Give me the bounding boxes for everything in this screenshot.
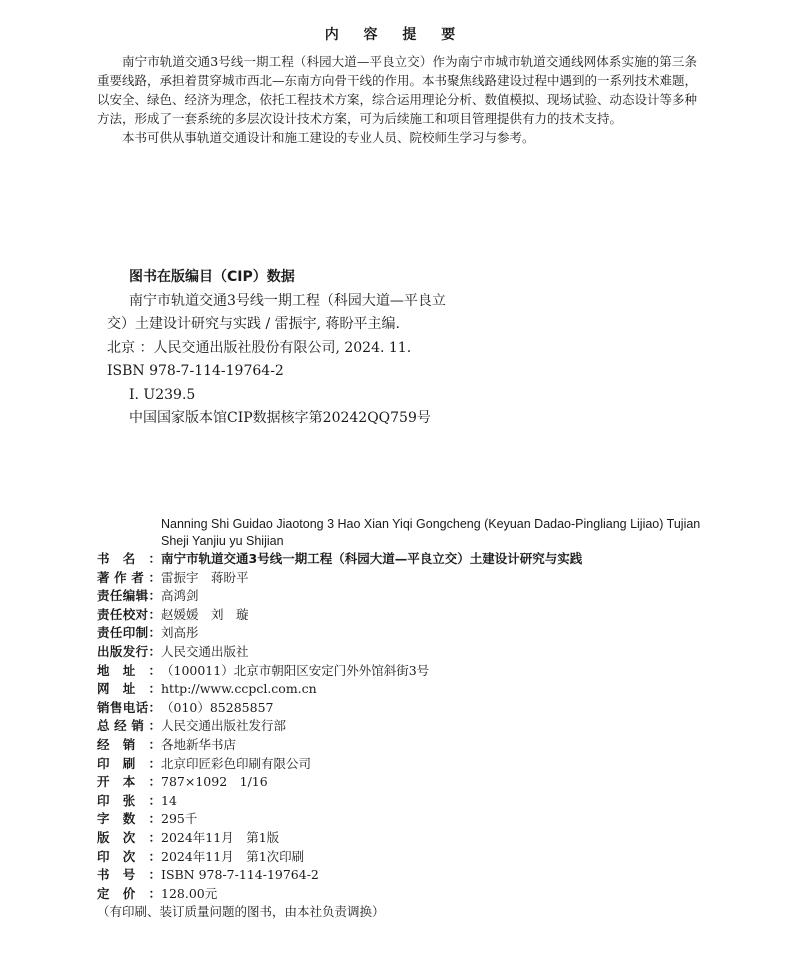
info-value: 北京印匠彩色印刷有限公司 xyxy=(161,755,312,771)
info-value: 高鸿剑 xyxy=(161,588,199,604)
info-row xyxy=(97,866,717,885)
info-value: 128.00元 xyxy=(161,885,218,901)
cip-record-number: 中国国家版本馆CIP数据核字第20242QQ759号 xyxy=(129,410,431,426)
cip-line: ISBN 978-7-114-19764-2 xyxy=(107,363,284,379)
info-value: 295千 xyxy=(161,811,198,827)
info-row xyxy=(97,773,717,792)
info-value: 787×1092 1/16 xyxy=(161,774,268,790)
info-label: 开 本 ： xyxy=(97,774,161,790)
info-label: 印 张 ： xyxy=(97,792,161,808)
info-value: 2024年11月 第1版 xyxy=(161,829,280,845)
cip-line: 南宁市轨道交通3号线一期工程（科园大道—平良立 xyxy=(129,292,446,309)
info-label: 印 刷 ： xyxy=(97,755,161,771)
info-label: 销 售 电 话 ： xyxy=(97,699,161,715)
info-row xyxy=(97,810,717,829)
info-value: 雷振宇 蒋盼平 xyxy=(161,569,249,585)
info-value: 各地新华书店 xyxy=(161,736,237,752)
info-row xyxy=(97,792,717,811)
summary-paragraph: 南宁市轨道交通3号线一期工程（科园大道—平良立交）作为南宁市城市轨道交通线网体系实施的第三条重要线路，承担着贯穿城市西北—东南方向骨干线的作用。本书聚焦线路建设过程中遇到的一系列技术难题，以安全、绿色、经济为理念，依托工程技术方案，综合运用理论分析、数值模拟、现场试验、动态设计等多种方法，形成了一套系统的多层次设计技术方案，可为后续施工和项目管理提供有力的技术支持。 xyxy=(97,54,698,126)
info-label: 书 号 ： xyxy=(97,867,161,883)
info-label: 出 版 发 行 ： xyxy=(97,643,161,659)
pinyin-title: Nanning Shi Guidao Jiaotong 3 Hao Xian Yiqi Gongcheng (Keyuan Dadao-Pingliang Lijiao) Tujian Sheji Yanjiu yu Shijian xyxy=(161,517,701,548)
info-value: 14 xyxy=(161,792,177,808)
info-value: （010）85285857 xyxy=(161,699,274,715)
info-row xyxy=(97,624,717,643)
info-label: 责 任 印 制 ： xyxy=(97,625,161,641)
summary-title: 内 容 提 要 xyxy=(324,27,466,43)
info-label: 责 任 校 对 ： xyxy=(97,606,161,622)
info-value: 人民交通出版社 xyxy=(161,643,249,659)
info-label: 总 经 销 ： xyxy=(97,718,161,734)
info-row xyxy=(97,643,717,662)
info-label: 印 次 ： xyxy=(97,848,161,864)
info-label: 字 数 ： xyxy=(97,811,161,827)
info-row xyxy=(97,717,717,736)
info-row xyxy=(97,699,717,718)
info-value: （100011）北京市朝阳区安定门外外馆斜街3号 xyxy=(161,662,430,678)
copyright-info xyxy=(97,550,717,922)
info-row xyxy=(97,587,717,606)
info-label: 经 销 ： xyxy=(97,736,161,752)
info-row xyxy=(97,755,717,774)
info-value: 人民交通出版社发行部 xyxy=(161,718,287,734)
cip-title: 图书在版编目（CIP）数据 xyxy=(129,269,295,285)
info-value: 2024年11月 第1次印刷 xyxy=(161,848,305,864)
info-label: 网 址 ： xyxy=(97,681,161,697)
info-value: 刘高彤 xyxy=(161,625,199,641)
info-value: 赵媛媛 刘 璇 xyxy=(161,606,249,622)
info-label: 著 作 者 ： xyxy=(97,569,161,585)
info-row xyxy=(97,606,717,625)
cip-line: 交）土建设计研究与实践 / 雷振宇, 蒋盼平主编. xyxy=(107,316,400,332)
info-row xyxy=(97,848,717,867)
info-value: http://www.ccpcl.com.cn xyxy=(161,681,317,697)
footnote: （有印刷、装订质量问题的图书，由本社负责调换） xyxy=(97,904,385,920)
info-label: 版 次 ： xyxy=(97,829,161,845)
summary-paragraph: 本书可供从事轨道交通设计和施工建设的专业人员、院校师生学习与参考。 xyxy=(122,130,535,145)
info-label: 地 址 ： xyxy=(97,662,161,678)
info-row xyxy=(97,680,717,699)
info-row xyxy=(97,736,717,755)
info-label: 责 任 编 辑 ： xyxy=(97,588,161,604)
info-row xyxy=(97,569,717,588)
info-row xyxy=(97,662,717,681)
info-value: ISBN 978-7-114-19764-2 xyxy=(161,867,319,883)
cip-line: 北京 ：人民交通出版社股份有限公司, 2024. 11. xyxy=(107,339,412,356)
info-label: 定 价 ： xyxy=(97,885,161,901)
info-value: 南宁市轨道交通3号线一期工程（科园大道—平良立交）土建设计研究与实践 xyxy=(161,551,583,566)
info-rows xyxy=(97,550,717,903)
cip-classification: Ⅰ. U239.5 xyxy=(129,386,196,403)
summary-text xyxy=(97,52,697,147)
info-row xyxy=(97,885,717,904)
info-label: 书 名 ： xyxy=(97,551,161,566)
info-row xyxy=(97,550,717,569)
info-row xyxy=(97,829,717,848)
cip-block xyxy=(107,266,527,431)
